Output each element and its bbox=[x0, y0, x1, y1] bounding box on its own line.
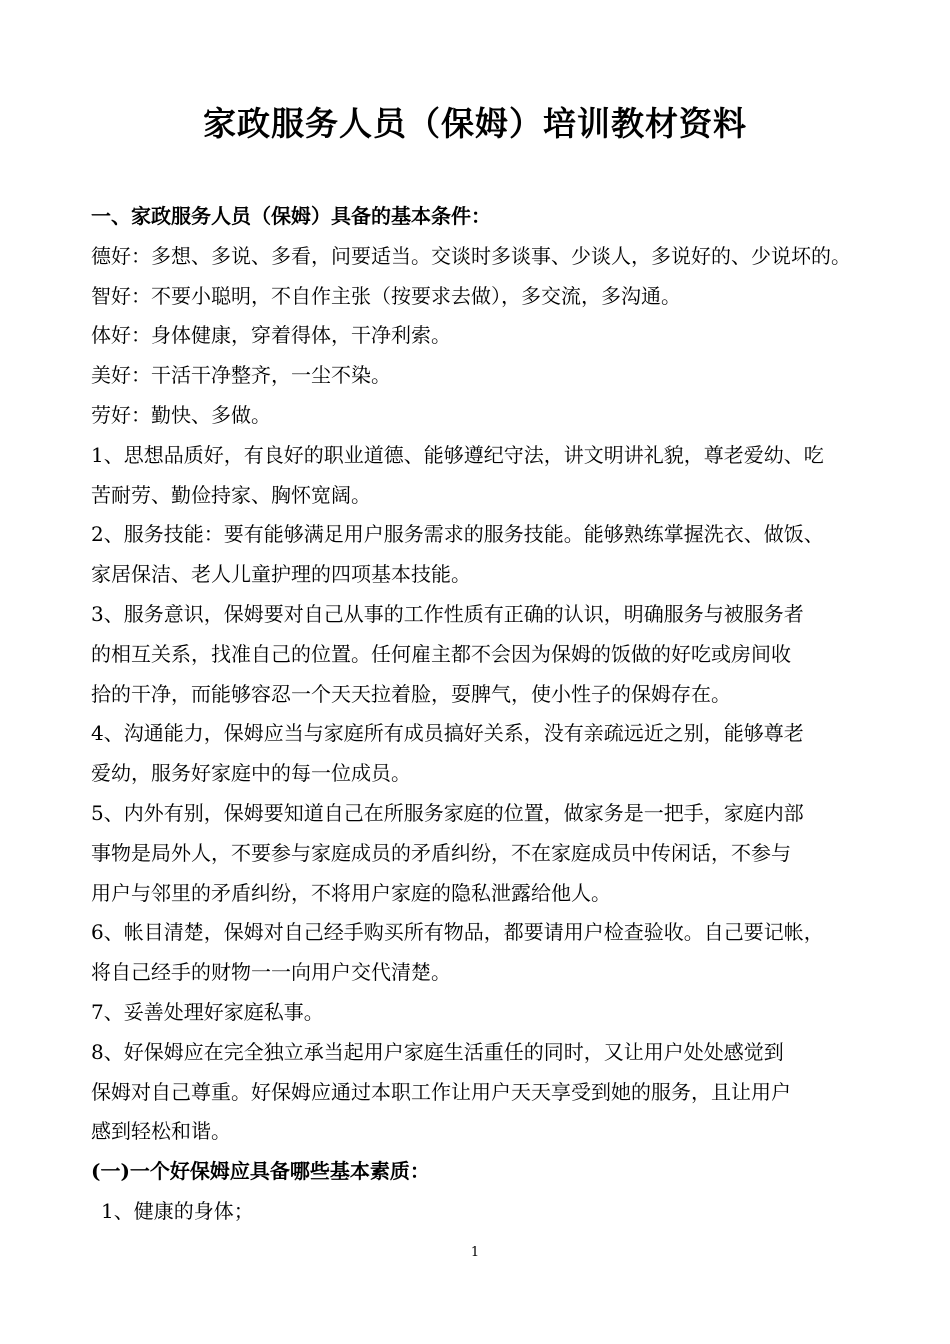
paragraph-line: 7、妥善处理好家庭私事。 bbox=[91, 999, 324, 1024]
paragraph-line: 感到轻松和谐。 bbox=[91, 1119, 231, 1144]
paragraph-line: 3、服务意识，保姆要对自己从事的工作性质有正确的认识，明确服务与被服务者 bbox=[91, 601, 804, 626]
paragraph-line: 保姆对自己尊重。好保姆应通过本职工作让用户天天享受到她的服务，且让用户 bbox=[91, 1079, 791, 1104]
paragraph-line: 拾的干净，而能够容忍一个天天拉着脸，耍脾气，使小性子的保姆存在。 bbox=[91, 681, 731, 706]
paragraph-line: 2、服务技能：要有能够满足用户服务需求的服务技能。能够熟练掌握洗衣、做饭、 bbox=[91, 522, 824, 547]
paragraph-line: 家居保洁、老人儿童护理的四项基本技能。 bbox=[91, 562, 471, 587]
paragraph-line: 爱幼，服务好家庭中的每一位成员。 bbox=[91, 761, 411, 786]
page-number: 1 bbox=[470, 1245, 480, 1260]
subsection-heading: (一)一个好保姆应具备哪些基本素质： bbox=[91, 1159, 430, 1184]
paragraph-line: 美好：干活干净整齐，一尘不染。 bbox=[91, 363, 391, 388]
paragraph-line: 将自己经手的财物一一向用户交代清楚。 bbox=[91, 960, 451, 985]
paragraph-line: 1、思想品质好，有良好的职业道德、能够遵纪守法，讲文明讲礼貌，尊老爱幼、吃 bbox=[91, 442, 824, 467]
list-item: 1、健康的身体； bbox=[101, 1198, 254, 1223]
paragraph-line: 事物是局外人，不要参与家庭成员的矛盾纠纷，不在家庭成员中传闲话，不参与 bbox=[91, 840, 791, 865]
paragraph-line: 6、帐目清楚，保姆对自己经手购买所有物品，都要请用户检查验收。自己要记帐， bbox=[91, 920, 824, 945]
document-title: 家政服务人员（保姆）培训教材资料 bbox=[203, 104, 747, 143]
section-heading: 一、家政服务人员（保姆）具备的基本条件： bbox=[91, 204, 491, 228]
paragraph-line: 用户与邻里的矛盾纠纷，不将用户家庭的隐私泄露给他人。 bbox=[91, 880, 611, 905]
document-body bbox=[91, 197, 881, 1232]
paragraph-line: 苦耐劳、勤俭持家、胸怀宽阔。 bbox=[91, 482, 371, 507]
paragraph-line: 体好：身体健康，穿着得体，干净利索。 bbox=[91, 323, 451, 348]
paragraph-line: 智好：不要小聪明，不自作主张（按要求去做），多交流，多沟通。 bbox=[91, 283, 681, 308]
paragraph-line: 德好：多想、多说、多看，问要适当。交谈时多谈事、少谈人，多说好的、少说坏的。 bbox=[91, 243, 851, 268]
paragraph-line: 5、内外有别，保姆要知道自己在所服务家庭的位置，做家务是一把手，家庭内部 bbox=[91, 800, 804, 825]
paragraph-line: 的相互关系，找准自己的位置。任何雇主都不会因为保姆的饭做的好吃或房间收 bbox=[91, 641, 791, 666]
paragraph-line: 4、沟通能力，保姆应当与家庭所有成员搞好关系，没有亲疏远近之别，能够尊老 bbox=[91, 721, 804, 746]
paragraph-line: 8、好保姆应在完全独立承当起用户家庭生活重任的同时，又让用户处处感觉到 bbox=[91, 1039, 784, 1064]
paragraph-line: 劳好：勤快、多做。 bbox=[91, 402, 271, 427]
